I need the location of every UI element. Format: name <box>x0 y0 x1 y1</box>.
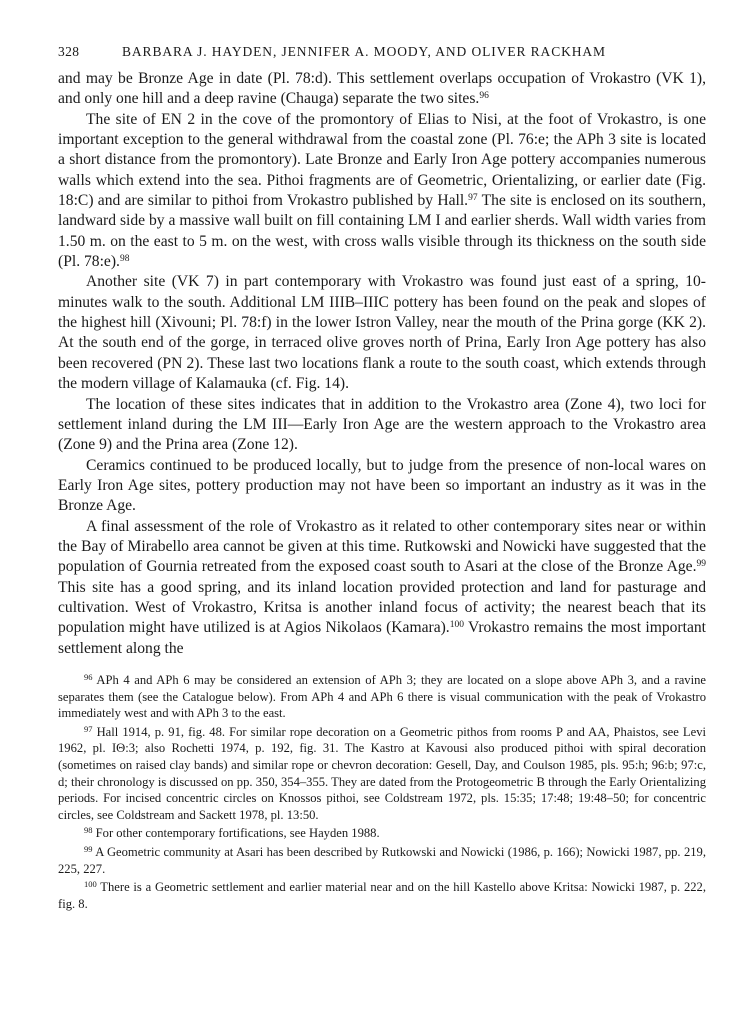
footnote-ref: 98 <box>119 254 130 265</box>
page-number: 328 <box>58 44 80 59</box>
footnote-number: 98 <box>84 825 93 836</box>
footnote: $^{99}$ A Geometric community at Asari has been described by Rutkowski and Nowicki (1986, p. 166); Nowicki 1987, pp. 219, 225, 227. <box>58 843 706 876</box>
footnote-number: 100 <box>84 879 97 890</box>
body-text <box>58 69 706 659</box>
paragraph: A final assessment of the role of Vrokastro as it related to other contemporary sites near or within the Bay of Mirabello area cannot be given at this time. Rutkowski and Nowicki have suggested that the population of Gournia retreated from the exposed coast south to Asari at the close of the Bronze Age.$^{99}$ This site has a good spring, and its inland location provided protection and land for pasturage and cultivation. West of Vrokastro, Kritsa is another inland focus of activity; the nearest beach that its population might have utilized is at Agios Nikolaos (Kamara).$^{100}$ Vrokastro remains the most important settlement along the <box>58 517 706 657</box>
paragraph: and may be Bronze Age in date (Pl. 78:d). This settlement overlaps occupation of Vrokastro (VK 1), and only one hill and a deep ravine (Chauga) separate the two sites.$^{96}$ <box>58 70 706 108</box>
footnote: $^{97}$ Hall 1914, p. 91, fig. 48. For similar rope decoration on a Geometric pithos from rooms P and AA, Phaistos, see Levi 1962, pl. IΘ:3; also Rochetti 1974, p. 192, fig. 31. The Kastro at Kavousi also produced pithoi with spiral decoration (sometimes on raised clay bands) and similar rope or chevron decoration: Gesell, Day, and Coulson 1985, pls. 95:h; 96:b; 97:c, d; their chronology is discussed on pp. 350, 354–355. They are dated from the Protogeometric B through the Early Orientalizing periods. For incised concentric circles on Knossos pithoi, see Coldstream 1972, pls. 15:35; 17:48; 19:48–50; for concentric circles, see Coldstream and Sackett 1978, pl. 13:50. <box>58 723 706 822</box>
footnote-ref: 100 <box>449 620 464 631</box>
footnote-ref: 96 <box>479 91 489 102</box>
paragraph: Ceramics continued to be produced locally, but to judge from the presence of non-local wares on Early Iron Age sites, pottery production may not have been so important an industry as it was in the Bronze Age. <box>58 456 706 515</box>
page <box>58 44 706 912</box>
footnote: $^{100}$ There is a Geometric settlement and earlier material near and on the hill Kastello above Kritsa: Nowicki 1987, p. 222, fig. 8. <box>58 879 706 911</box>
footnote-ref: 99 <box>696 559 706 570</box>
footnote: $^{96}$ APh 4 and APh 6 may be considered an extension of APh 3; they are located on a slope above APh 3, and a ravine separates them (see the Catalogue below). From APh 4 and APh 6 there is visual communication with the peak of Vrokastro immediately west and with APh 3 to the east. <box>58 671 706 721</box>
running-header <box>58 44 706 60</box>
footnote: $^{98}$ For other contemporary fortifications, see Hayden 1988. <box>84 825 380 841</box>
footnote-number: 99 <box>84 843 93 854</box>
paragraph: Another site (VK 7) in part contemporary with Vrokastro was found just east of a spring, 10-minutes walk to the south. Additional LM IIIB–IIIC pottery has been found on the peak and slopes of the highest hill (Xivouni; Pl. 78:f) in the lower Istron Valley, near the mouth of the Prina gorge (KK 2). At the south end of the gorge, in terraced olive groves north of Prina, Early Iron Age pottery has also been recovered (PN 2). These last two locations flank a route to the south coast, which extends through the modern village of Kalamauka (cf. Fig. 14). <box>58 273 706 393</box>
paragraph: The site of EN 2 in the cove of the promontory of Elias to Nisi, at the foot of Vrokastro, is one important exception to the general withdrawal from the coastal zone (Pl. 76:e; the APh 3 site is located a short distance from the promontory). Late Bronze and Early Iron Age pottery accompanies numerous walls which extend into the sea. Pithoi fragments are of Geometric, Orientalizing, or earlier date (Fig. 18:C) and are similar to pithoi from Vrokastro published by Hall.$^{97}$ The site is enclosed on its southern, landward side by a massive wall built on fill containing LM I and earlier sherds. Wall width varies from 1.50 m. on the east to 5 m. on the west, with cross walls visible through its thickness on the south side (Pl. 78:e).$^{98}$ <box>58 110 706 271</box>
footnotes <box>58 672 706 912</box>
footnote-number: 96 <box>84 671 93 682</box>
paragraph: The location of these sites indicates that in addition to the Vrokastro area (Zone 4), two loci for settlement inland during the LM III—Early Iron Age are the western approach to the Vrokastro area (Zone 9) and the Prina area (Zone 12). <box>58 395 706 454</box>
running-head-authors: BARBARA J. HAYDEN, JENNIFER A. MOODY, AND OLIVER RACKHAM <box>122 44 606 59</box>
footnote-number: 97 <box>84 723 93 734</box>
footnote-ref: 97 <box>468 193 478 204</box>
